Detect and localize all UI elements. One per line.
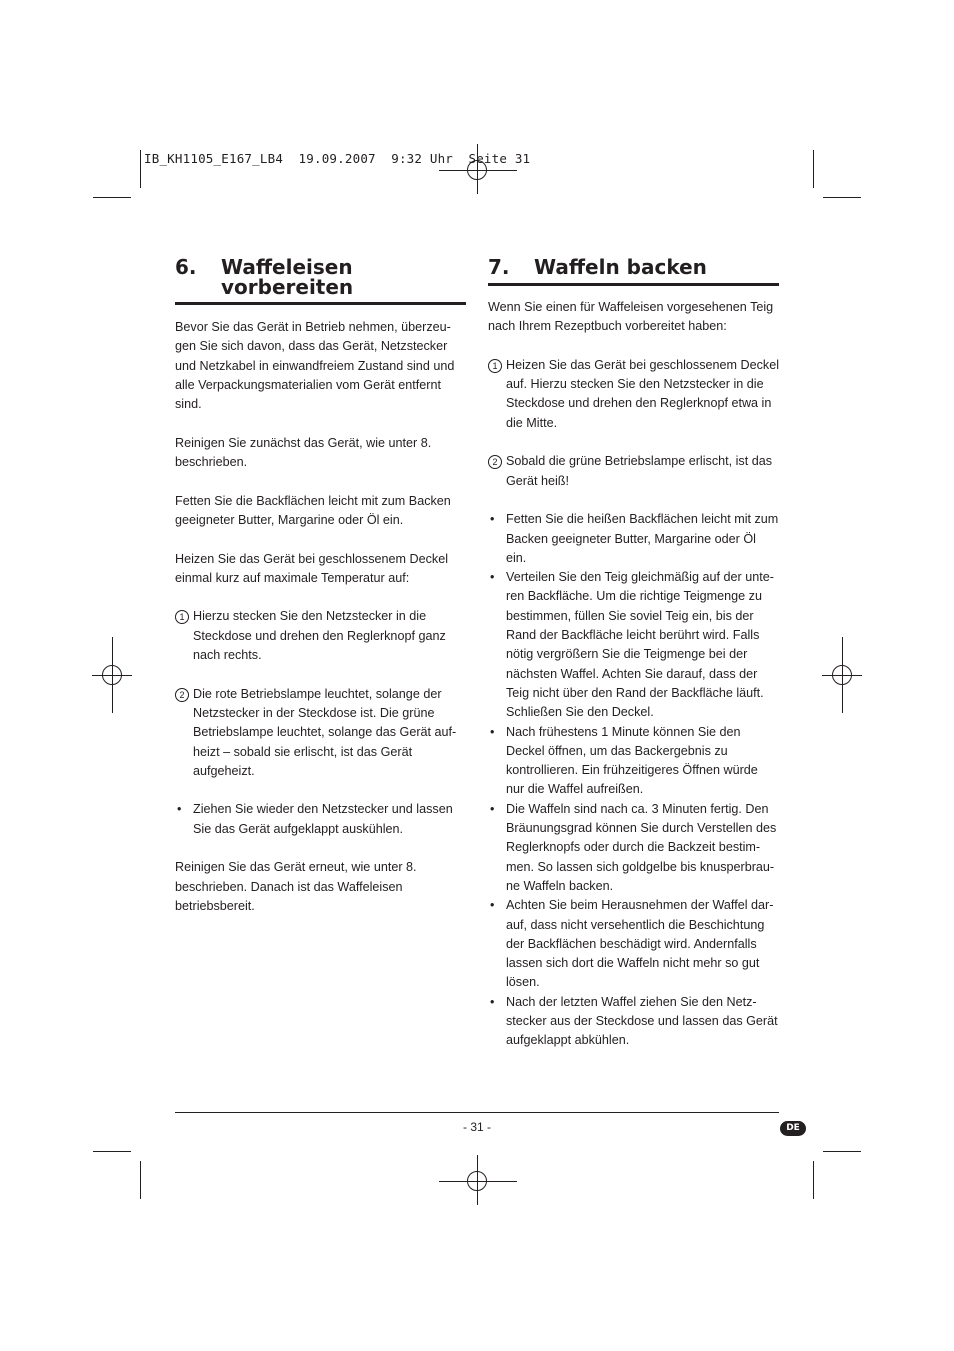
registration-vline [842, 637, 843, 713]
crop-mark [813, 150, 814, 188]
text-line: stecker aus der Steckdose und lassen das Gerät [506, 1013, 778, 1028]
text-line: Fetten Sie die heißen Backflächen leicht mit zum [506, 512, 779, 527]
section-7-number: 7. [488, 255, 510, 279]
paragraph [175, 492, 470, 531]
text-line: Die rote Betriebslampe leuchtet, solange der [193, 686, 442, 701]
text-line: beschrieben. [175, 455, 248, 470]
bullet-marker: • [490, 898, 495, 913]
bullet-item [488, 510, 788, 568]
text-line: auf. Hierzu stecken Sie den Netzstecker in die [506, 377, 764, 392]
bullet-marker: • [490, 801, 495, 816]
registration-hline [439, 170, 517, 171]
registration-mark-bottom [457, 1161, 497, 1201]
print-slug: IB_KH1105_E167_LB4 19.09.2007 9:32 Uhr Seite 31 [144, 151, 531, 166]
text-line: Nach frühestens 1 Minute können Sie den [506, 724, 741, 739]
bullet-marker: • [490, 724, 495, 739]
text-line: nächsten Waffel. Achten Sie darauf, dass der [506, 666, 758, 681]
language-badge: DE [780, 1121, 806, 1136]
registration-vline [112, 637, 113, 713]
text-line: Reinigen Sie zunächst das Gerät, wie unter 8. [175, 435, 432, 450]
bullet-item [488, 723, 788, 800]
bullet-marker: • [177, 802, 182, 817]
text-line: Deckel öffnen, um das Backergebnis zu [506, 743, 728, 758]
text-line: beschrieben. Danach ist das Waffeleisen [175, 879, 403, 894]
text-line: Bevor Sie das Gerät in Betrieb nehmen, überzeu- [175, 320, 451, 334]
bullet-item [488, 568, 788, 722]
bullet-item [488, 993, 788, 1051]
section-7-title: Waffeln backen [534, 255, 707, 279]
text-line: Ziehen Sie wieder den Netzstecker und lassen [193, 802, 453, 817]
text-line: ein. [506, 550, 527, 565]
bullet-item [488, 800, 788, 896]
text-line: Reglerknopfs oder durch die Backzeit bestim- [506, 840, 761, 855]
text-line: aufgeheizt. [193, 763, 255, 778]
text-line: Wenn Sie einen für Waffeleisen vorgesehenen Teig [488, 300, 774, 314]
crop-mark [823, 1151, 861, 1152]
section-6-title-line2: vorbereiten [221, 275, 354, 299]
registration-mark-right [822, 655, 862, 695]
text-line: und Netzkabel in einwandfreiem Zustand sind und [175, 358, 455, 373]
step-number-circle: 1 [488, 359, 502, 373]
text-line: lösen. [506, 975, 540, 990]
text-line: Backen geeigneter Butter, Margarine oder Öl [506, 531, 756, 546]
bullet-item [488, 896, 788, 992]
text-line: lassen sich dort die Waffeln nicht mehr so gut [506, 956, 760, 971]
section-7-body [488, 298, 788, 1051]
text-line: Heizen Sie das Gerät bei geschlossenem Deckel [506, 357, 780, 372]
text-line: Hierzu stecken Sie den Netzstecker in die [193, 609, 427, 624]
crop-mark [140, 1161, 141, 1199]
text-line: nach Ihrem Rezeptbuch vorbereitet haben: [488, 319, 727, 334]
text-line: Fetten Sie die Backflächen leicht mit zum Backen [175, 493, 451, 508]
section-6-rule [175, 302, 466, 305]
section-7-heading [488, 257, 778, 279]
text-line: Teig nicht über den Rand der Backfläche läuft. [506, 685, 764, 700]
text-line: Die Waffeln sind nach ca. 3 Minuten fertig. Den [506, 801, 769, 816]
text-line: die Mitte. [506, 415, 558, 430]
text-line: betriebsbereit. [175, 898, 255, 913]
text-line: heizt – sobald sie erlischt, ist das Gerät [193, 744, 413, 759]
text-line: gen Sie sich davon, dass das Gerät, Netzstecker [175, 339, 448, 354]
text-line: sind. [175, 397, 202, 412]
paragraph [175, 858, 470, 916]
crop-mark [93, 197, 131, 198]
section-6-number: 6. [175, 255, 197, 279]
numbered-step [175, 607, 470, 665]
text-line: men. So lassen sich goldgelbe bis knusperbrau- [506, 859, 775, 874]
bullet-marker: • [490, 512, 495, 527]
footer-rule [175, 1112, 779, 1113]
text-line: Schließen Sie den Deckel. [506, 705, 654, 720]
text-line: geeigneter Butter, Margarine oder Öl ein. [175, 512, 404, 527]
text-line: nötig vergrößern Sie die Teigmenge bei der [506, 647, 748, 662]
text-line: ren Backfläche. Um die richtige Teigmenge zu [506, 589, 762, 604]
paragraph [175, 434, 470, 473]
text-line: alle Verpackungsmaterialien vom Gerät entfernt [175, 377, 442, 392]
crop-mark [93, 1151, 131, 1152]
text-line: Sie das Gerät aufgeklappt auskühlen. [193, 821, 404, 836]
text-line: Achten Sie beim Herausnehmen der Waffel dar- [506, 898, 774, 913]
step-number-circle: 1 [175, 610, 189, 624]
paragraph [175, 550, 470, 589]
text-line: kontrollieren. Ein frühzeitigeres Öffnen würde [506, 763, 758, 778]
bullet-marker: • [490, 994, 495, 1009]
section-6-body [175, 318, 470, 916]
registration-hline [439, 1181, 517, 1182]
text-line: auf, dass nicht versehentlich die Beschichtung [506, 917, 765, 932]
text-line: Gerät heiß! [506, 473, 569, 488]
text-line: Netzstecker in der Steckdose ist. Die grüne [193, 705, 435, 720]
step-number-circle: 2 [488, 455, 502, 469]
text-line: Steckdose und drehen den Reglerknopf etwa in [506, 396, 772, 411]
text-line: Betriebslampe leuchtet, solange das Gerät auf- [193, 725, 457, 740]
section-7-rule [488, 283, 779, 286]
crop-mark [140, 150, 141, 188]
numbered-step [488, 452, 788, 491]
bullet-marker: • [490, 570, 495, 585]
paragraph [488, 298, 788, 337]
registration-mark-left [92, 655, 132, 695]
text-line: Verteilen Sie den Teig gleichmäßig auf der unte- [506, 570, 774, 585]
text-line: der Backflächen beschädigt wird. Andernfalls [506, 936, 757, 951]
text-line: aufgeklappt abkühlen. [506, 1033, 630, 1048]
registration-vline [477, 1155, 478, 1205]
text-line: Sobald die grüne Betriebslampe erlischt, ist das [506, 454, 773, 469]
bullet-item [175, 800, 470, 839]
text-line: nur die Waffel aufreißen. [506, 782, 644, 797]
step-number-circle: 2 [175, 688, 189, 702]
numbered-step [488, 356, 788, 433]
section-6-title-line1: Waffeleisen [221, 255, 353, 279]
text-line: ne Waffeln backen. [506, 878, 614, 893]
text-line: Bräunungsgrad können Sie durch Verstellen des [506, 821, 777, 836]
text-line: Nach der letzten Waffel ziehen Sie den Netz- [506, 994, 757, 1009]
text-line: Steckdose und drehen den Reglerknopf ganz [193, 628, 446, 643]
crop-mark [813, 1161, 814, 1199]
text-line: Heizen Sie das Gerät bei geschlossenem Deckel [175, 551, 449, 566]
numbered-step [175, 685, 470, 781]
text-line: bestimmen, füllen Sie soviel Teig ein, bis der [506, 608, 754, 623]
page-number: - 31 - [462, 1120, 491, 1134]
text-line: Reinigen Sie das Gerät erneut, wie unter 8. [175, 860, 417, 875]
text-line: einmal kurz auf maximale Temperatur auf: [175, 570, 410, 585]
crop-mark [823, 197, 861, 198]
text-line: nach rechts. [193, 648, 262, 663]
paragraph [175, 318, 470, 414]
section-6-heading [175, 257, 465, 301]
text-line: Rand der Backfläche leicht berührt wird. Falls [506, 628, 760, 643]
